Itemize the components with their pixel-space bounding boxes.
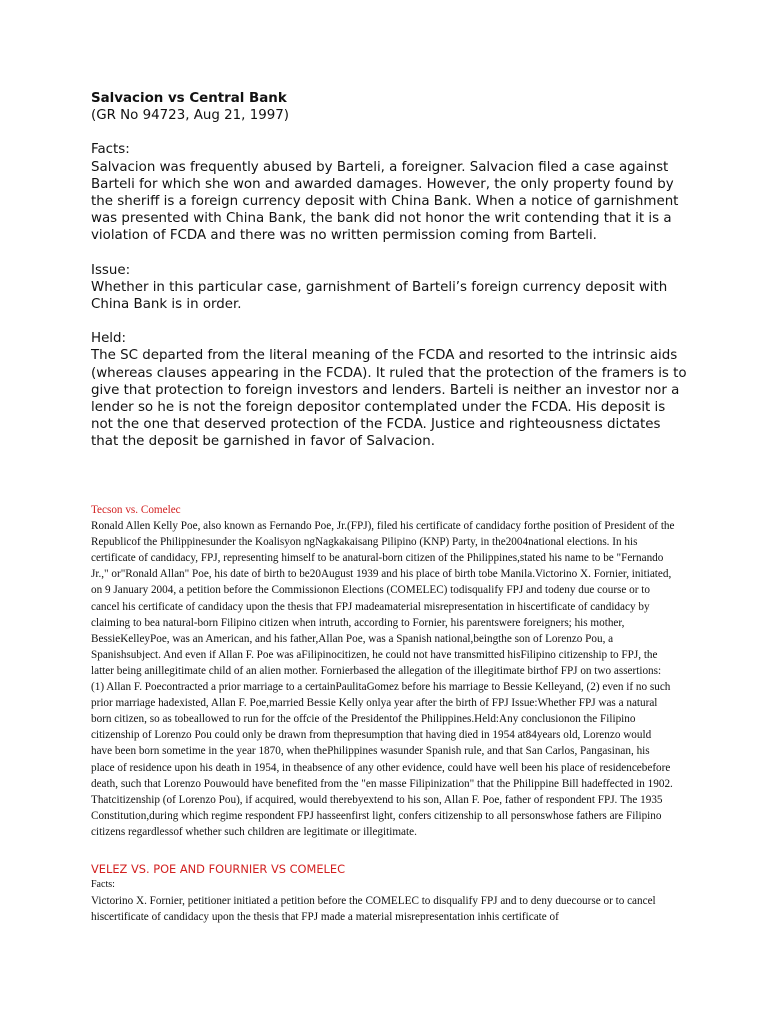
case-tecson-section xyxy=(91,502,675,840)
issue-text: Whether in this particular case, garnishment of Barteli’s foreign currency deposit with China Bank is in order. xyxy=(91,279,668,313)
case-body: Victorino X. Fornier, petitioner initiated a petition before the COMELEC to disqualify FPJ and to deny duecourse or to cancel hiscertificate of candidacy upon the thesis that FPJ made a material misrepresentation inhis certificate of xyxy=(91,895,656,924)
case-citation: (GR No 94723, Aug 21, 1997) xyxy=(91,108,289,124)
held-text: The SC departed from the literal meaning of the FCDA and resorted to the intrinsic aids (whereas clauses appearing in the FCDA). It ruled that the protection of the framers is to give that protection to foreign investors and lenders. Barteli is neither an investor nor a lender so he is not the foreign depositor contemplated under the FCDA. His deposit is not the one that deserved protection of the FCDA. Justice and righteousness dictates that the deposit be garnished in favor of Salvacion. xyxy=(91,348,687,450)
case-body: Ronald Allen Kelly Poe, also known as Fernando Poe, Jr.(FPJ), filed his certificate of candidacy forthe position of President of the Republicof the Philippinesunder the Koalisyon ngNagkakaisang Pilipino (KNP) Party, in the2004national elections. In his certificate of candidacy, FPJ, representing himself to be anatural-born citizen of the Philippines,stated his name to be "Fernando Jr.," or"Ronald Allan" Poe, his date of birth to be20August 1939 and his place of birth tobe Manila.Victorino X. Fornier, initiated, on 9 January 2004, a petition before the Commissionon Elections (COMELEC) todisqualify FPJ and todeny due course or to cancel his certificate of candidacy upon the thesis that FPJ madeamaterial misrepresentation in hiscertificate of candidacy by claiming to bea natural-born Filipino citizen when intruth, according to Fornier, his parentswere foreigners; his mother, BessieKelleyPoe, was an American, and his father,Allan Poe, was a Spanish national,beingthe son of Lorenzo Pou, a Spanishsubject. And even if Allan F. Poe was aFilipinocitizen, he could not have transmitted hisFilipino citizenship to FPJ, the latter being anillegitimate child of an alien mother. Fornierbased the allegation of the illegitimate birthof FPJ on two assertions: (1) Allan F. Poecontracted a prior marriage to a certainPaulitaGomez before his marriage to Bessie Kelleyand, (2) even if no such prior marriage hadexisted, Allan F. Poe,married Bessie Kelly onlya year after the birth of FPJ Issue:Whether FPJ was a natural born citizen, so as tobeallowed to run for the offcie of the Presidentof the Philippines.Held:Any conclusionon the Filipino citizenship of Lorenzo Pou could only be drawn from thepresumption that having died in 1954 at84years old, Lorenzo would have been born sometime in the year 1870, when thePhilippines wasunder Spanish rule, and that San Carlos, Pangasinan, his place of residence upon his death in 1954, in theabsence of any other evidence, could have well been his place of residencebefore death, such that Lorenzo Pouwould have benefited from the "en masse Filipinization" that the Philippine Bill hadeffected in 1902. Thatcitizenship (of Lorenzo Pou), if acquired, would therebyextend to his son, Allan F. Poe, father of respondent FPJ. The 1935 Constitution,during which regime respondent FPJ hasseenfirst light, confers citizenship to all personswhose fathers are Filipino citizens regardlessof whether such children are legitimate or illegitimate. xyxy=(91,520,675,838)
facts-label: Facts: xyxy=(91,142,130,158)
case-salvacion-section xyxy=(91,90,691,468)
facts-text: Salvacion was frequently abused by Barteli, a foreigner. Salvacion filed a case against Barteli for which she won and awarded damages. However, the only property found by the sheriff is a foreign currency deposit with China Bank. When a notice of garnishment was presented with China Bank, the bank did not honor the writ contending that it is a violation of FCDA and there was no written permission coming from Barteli. xyxy=(91,159,679,244)
issue-label: Issue: xyxy=(91,262,131,278)
held-label: Held: xyxy=(91,331,127,347)
case-heading: VELEZ VS. POE AND FOURNIER VS COMELEC xyxy=(91,862,346,876)
case-title: Salvacion vs Central Bank xyxy=(91,91,287,106)
case-heading: Tecson vs. Comelec xyxy=(91,504,181,516)
case-velez-section xyxy=(91,861,675,925)
facts-label: Facts: xyxy=(91,879,115,891)
